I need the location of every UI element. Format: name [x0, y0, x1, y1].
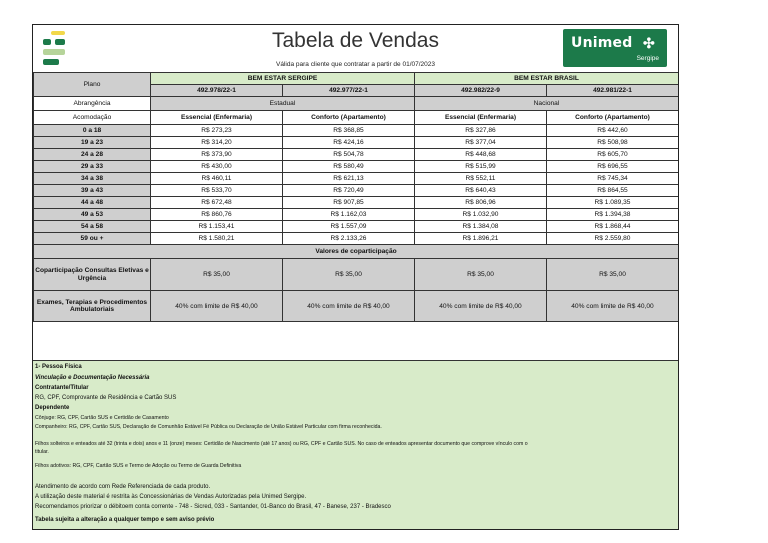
table-row — [34, 185, 679, 197]
price-cell: R$ 430,00 — [151, 161, 283, 173]
price-cell: R$ 508,98 — [547, 137, 679, 149]
price-cell: R$ 1.153,41 — [151, 221, 283, 233]
note-text: Filhos adotivos: RG, CPF, Cartão SUS e Termo de Adoção ou Termo de Guarda Definitiva — [35, 463, 242, 469]
note-text: Atendimento de acordo com Rede Referenciada de cada produto. — [35, 484, 211, 490]
abrangencia-value: Estadual — [151, 97, 415, 111]
table-row — [34, 197, 679, 209]
unimed-logo — [563, 29, 667, 67]
price-cell: R$ 442,60 — [547, 125, 679, 137]
copart-title: Valores de coparticipação — [34, 245, 679, 259]
section-subheading: Vinculação e Documentação Necessária — [35, 375, 150, 381]
price-cell: R$ 806,96 — [415, 197, 547, 209]
copart-value: R$ 35,00 — [151, 259, 283, 291]
copart-value: 40% com limite de R$ 40,00 — [283, 291, 415, 322]
price-table — [33, 72, 679, 322]
price-cell: R$ 907,85 — [283, 197, 415, 209]
price-cell: R$ 640,43 — [415, 185, 547, 197]
price-table-sheet — [32, 24, 679, 530]
validity-subtitle: Válida para cliente que contratar a partir de 01/07/2023 — [276, 61, 435, 68]
copart-label: Coparticipação Consultas Eletivas e Urgência — [34, 259, 151, 291]
copart-value: R$ 35,00 — [283, 259, 415, 291]
price-cell: R$ 860,76 — [151, 209, 283, 221]
note-text: Cônjuge: RG, CPF, Cartão SUS e Certidão de Casamento — [35, 415, 169, 421]
acomodacao-type: Essencial (Enfermaria) — [415, 111, 547, 125]
age-range: 19 a 23 — [34, 137, 151, 149]
price-cell: R$ 1.868,44 — [547, 221, 679, 233]
price-cell: R$ 504,78 — [283, 149, 415, 161]
age-range: 29 a 33 — [34, 161, 151, 173]
product-code: 492.982/22-9 — [415, 85, 547, 97]
price-cell: R$ 2.559,80 — [547, 233, 679, 245]
table-row — [34, 173, 679, 185]
footer-notes — [33, 360, 678, 530]
unimed-mark-icon: ✣ — [643, 35, 655, 51]
age-range: 24 a 28 — [34, 149, 151, 161]
section-heading: Contratante/Titular — [35, 385, 89, 391]
table-row — [34, 221, 679, 233]
price-cell: R$ 273,23 — [151, 125, 283, 137]
table-row — [34, 161, 679, 173]
age-range: 49 a 53 — [34, 209, 151, 221]
price-cell: R$ 621,13 — [283, 173, 415, 185]
disclaimer: Tabela sujeita a alteração a qualquer tempo e sem aviso prévio — [35, 517, 215, 523]
age-range: 54 a 58 — [34, 221, 151, 233]
price-cell: R$ 2.133,26 — [283, 233, 415, 245]
age-range: 39 a 43 — [34, 185, 151, 197]
table-row — [34, 209, 679, 221]
copart-value: R$ 35,00 — [415, 259, 547, 291]
price-cell: R$ 720,49 — [283, 185, 415, 197]
copart-value: R$ 35,00 — [547, 259, 679, 291]
price-cell: R$ 1.089,35 — [547, 197, 679, 209]
price-cell: R$ 672,48 — [151, 197, 283, 209]
price-cell: R$ 1.394,38 — [547, 209, 679, 221]
price-cell: R$ 745,34 — [547, 173, 679, 185]
price-cell: R$ 373,90 — [151, 149, 283, 161]
price-cell: R$ 1.384,08 — [415, 221, 547, 233]
acomodacao-type: Conforto (Apartamento) — [283, 111, 415, 125]
price-cell: R$ 605,70 — [547, 149, 679, 161]
product-code: 492.981/22-1 — [547, 85, 679, 97]
price-cell: R$ 1.896,21 — [415, 233, 547, 245]
price-cell: R$ 314,20 — [151, 137, 283, 149]
price-cell: R$ 368,85 — [283, 125, 415, 137]
page-title: Tabela de Vendas — [272, 29, 439, 52]
price-cell: R$ 580,49 — [283, 161, 415, 173]
price-cell: R$ 327,86 — [415, 125, 547, 137]
price-cell: R$ 460,11 — [151, 173, 283, 185]
price-cell: R$ 533,70 — [151, 185, 283, 197]
acomodacao-label: Acomodação — [34, 111, 151, 125]
note-text: Filhos solteiros e enteados até 32 (trinta e dois) anos e 11 (onze) meses: Certidão de Nascimento (até 17 anos) ou RG, CPF e Cartão SUS. No caso de enteados apresentar documento que comprove vínculo com o — [35, 441, 528, 447]
price-cell: R$ 515,99 — [415, 161, 547, 173]
product-name: BEM ESTAR BRASIL — [415, 73, 679, 85]
section-heading: Dependente — [35, 405, 70, 411]
abrangencia-value: Nacional — [415, 97, 679, 111]
price-cell: R$ 1.162,03 — [283, 209, 415, 221]
product-code: 492.977/22-1 — [283, 85, 415, 97]
note-text: RG, CPF, Comprovante de Residência e Cartão SUS — [35, 395, 177, 401]
price-cell: R$ 1.032,90 — [415, 209, 547, 221]
note-text: titular. — [35, 449, 49, 455]
table-row — [34, 149, 679, 161]
brand-subtitle: Sergipe — [636, 55, 659, 62]
age-range: 44 a 48 — [34, 197, 151, 209]
table-row — [34, 233, 679, 245]
price-cell: R$ 424,16 — [283, 137, 415, 149]
age-range: 34 a 38 — [34, 173, 151, 185]
product-code: 492.978/22-1 — [151, 85, 283, 97]
acomodacao-type: Essencial (Enfermaria) — [151, 111, 283, 125]
acomodacao-type: Conforto (Apartamento) — [547, 111, 679, 125]
copart-label: Exames, Terapias e Procedimentos Ambulatoriais — [34, 291, 151, 322]
price-cell: R$ 448,68 — [415, 149, 547, 161]
age-range: 0 a 18 — [34, 125, 151, 137]
price-cell: R$ 1.557,09 — [283, 221, 415, 233]
plano-header: Plano — [34, 73, 151, 97]
table-row — [34, 137, 679, 149]
age-range: 59 ou + — [34, 233, 151, 245]
price-cell: R$ 864,55 — [547, 185, 679, 197]
section-heading: 1- Pessoa Física — [35, 364, 82, 370]
note-text: Companheiro: RG, CPF, Cartão SUS, Declaração de Comunhão Estável Fé Pública ou Declaração de União Estável Particular com firma reconhecida. — [35, 424, 382, 430]
note-text: A utilização deste material é restrita às Concessionárias de Vendas Autorizadas pela Unimed Sergipe. — [35, 494, 307, 500]
price-cell: R$ 1.580,21 — [151, 233, 283, 245]
copart-value: 40% com limite de R$ 40,00 — [415, 291, 547, 322]
price-cell: R$ 552,11 — [415, 173, 547, 185]
note-text: Recomendamos priorizar o débitoem conta corrente - 748 - Sicred, 033 - Santander, 01-Banco do Brasil, 47 - Banese, 237 - Bradesco — [35, 504, 391, 510]
product-name: BEM ESTAR SERGIPE — [151, 73, 415, 85]
brand-name: Unimed — [571, 35, 633, 51]
header — [33, 25, 678, 72]
abrangencia-label: Abrangência — [34, 97, 151, 111]
price-cell: R$ 696,55 — [547, 161, 679, 173]
copart-value: 40% com limite de R$ 40,00 — [151, 291, 283, 322]
price-cell: R$ 377,04 — [415, 137, 547, 149]
copart-value: 40% com limite de R$ 40,00 — [547, 291, 679, 322]
table-row — [34, 125, 679, 137]
